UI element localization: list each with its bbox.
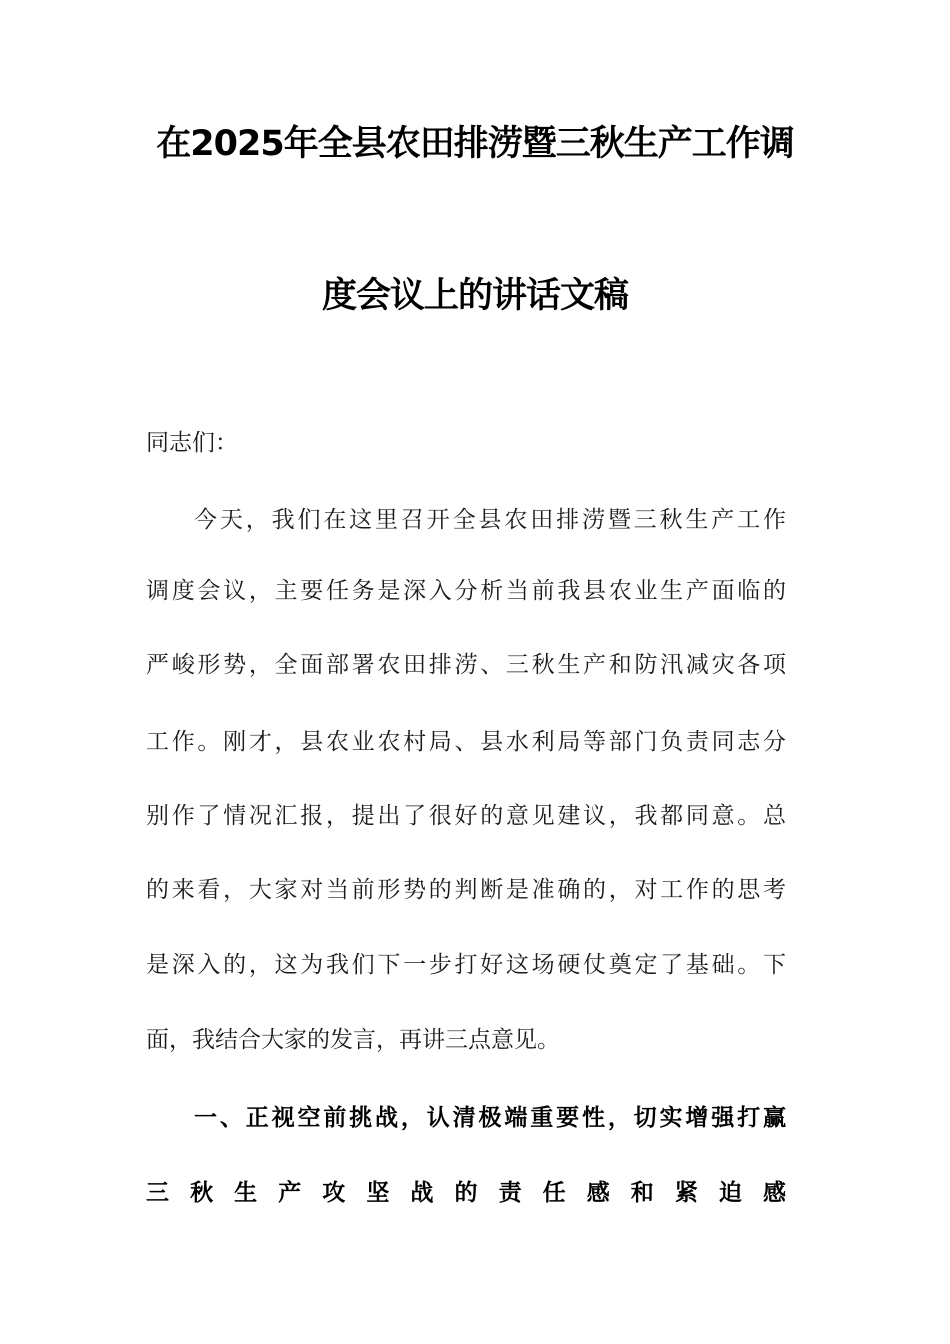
section-heading-line-2: 三秋生产攻坚战的责任感和紧迫感 xyxy=(146,1179,786,1206)
document-title-line-1: 在2025年全县农田排涝暨三秋生产工作调 xyxy=(156,124,794,164)
paragraph-line: 工作。刚才，县农业农村局、县水利局等部门负责同志分 xyxy=(146,729,786,755)
paragraph-line: 是深入的，这为我们下一步打好这场硬仗奠定了基础。下 xyxy=(146,952,786,978)
paragraph-line: 严峻形势，全面部署农田排涝、三秋生产和防汛减灾各项 xyxy=(146,652,786,678)
paragraph-line: 面，我结合大家的发言，再讲三点意见。 xyxy=(146,1027,560,1053)
section-heading-line-1: 一、正视空前挑战，认清极端重要性，切实增强打赢 xyxy=(194,1104,786,1131)
document-title-line-2: 度会议上的讲话文稿 xyxy=(321,276,628,316)
paragraph-line: 别作了情况汇报，提出了很好的意见建议，我都同意。总 xyxy=(146,803,786,829)
salutation: 同志们： xyxy=(146,430,238,456)
paragraph-line: 调度会议，主要任务是深入分析当前我县农业生产面临的 xyxy=(146,578,786,604)
paragraph-line: 的来看，大家对当前形势的判断是准确的，对工作的思考 xyxy=(146,877,786,903)
paragraph-line: 今天，我们在这里召开全县农田排涝暨三秋生产工作 xyxy=(194,507,786,533)
